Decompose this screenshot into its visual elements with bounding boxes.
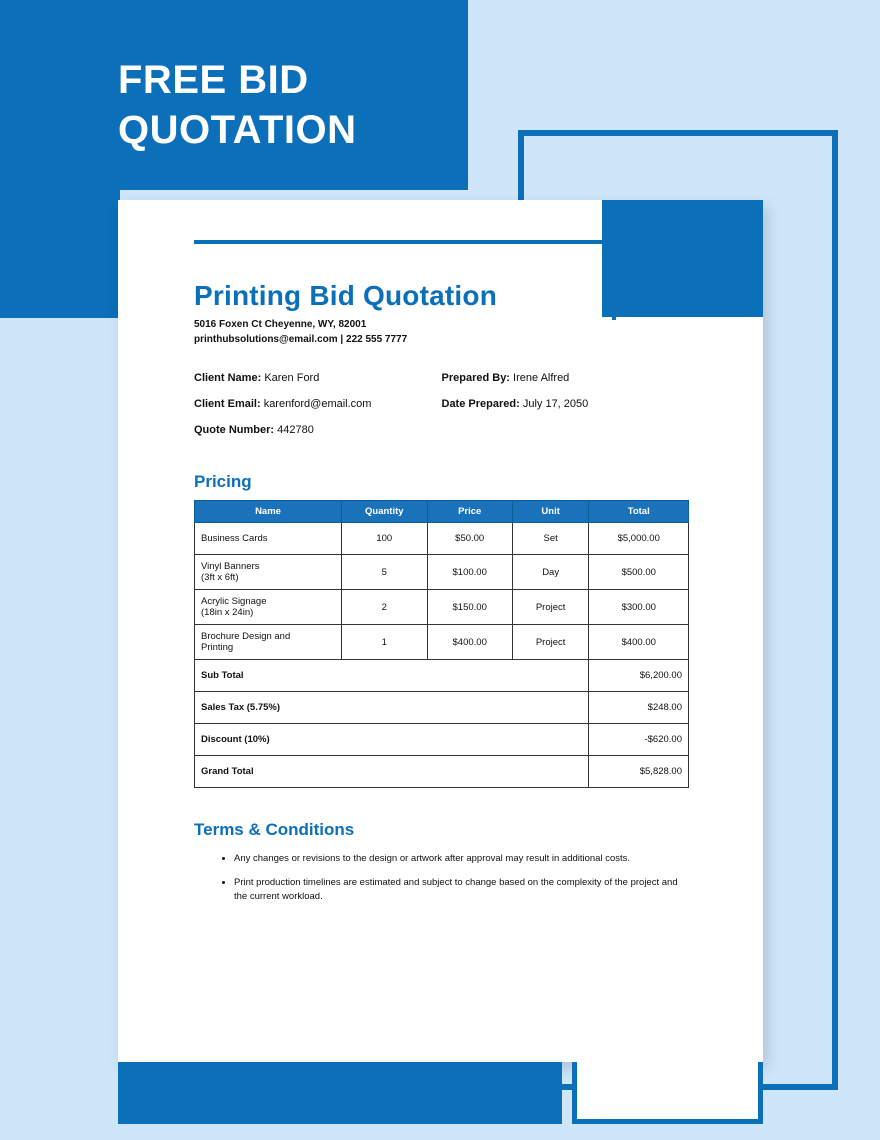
pricing-col-header: Total — [589, 501, 689, 523]
client-email-label: Client Email: — [194, 398, 261, 410]
meta-client-name — [194, 372, 442, 384]
table-cell: $100.00 — [427, 555, 512, 590]
company-address — [194, 318, 407, 347]
table-cell: Day — [512, 555, 589, 590]
quote-meta — [194, 372, 689, 450]
table-cell: 2 — [342, 590, 428, 625]
table-row — [195, 555, 689, 590]
client-name-value: Karen Ford — [264, 372, 320, 384]
client-email-value: karenford@email.com — [263, 398, 372, 410]
table-cell: 5 — [342, 555, 428, 590]
meta-client-email — [194, 398, 442, 410]
pricing-col-header: Quantity — [342, 501, 428, 523]
table-cell: $400.00 — [427, 625, 512, 660]
table-cell: $400.00 — [589, 625, 689, 660]
table-cell: Vinyl Banners (3ft x 6ft) — [195, 555, 342, 590]
pricing-table-head — [195, 501, 689, 523]
decorative-left-strip — [0, 190, 120, 318]
sheet-corner-accent — [602, 200, 763, 317]
summary-value: $248.00 — [589, 692, 689, 724]
table-cell: 100 — [342, 523, 428, 555]
pricing-table-body — [195, 523, 689, 788]
meta-spacer — [442, 424, 690, 436]
summary-value: -$620.00 — [589, 724, 689, 756]
pricing-header-row — [195, 501, 689, 523]
list-item: • Any changes or revisions to the design or artwork after approval may result in additional costs. — [234, 852, 693, 866]
meta-prepared-by — [442, 372, 690, 384]
terms-list — [218, 852, 693, 913]
table-cell: Project — [512, 625, 589, 660]
summary-row — [195, 724, 689, 756]
prepared-by-value: Irene Alfred — [513, 372, 570, 384]
table-cell: $500.00 — [589, 555, 689, 590]
meta-date-prepared — [442, 398, 690, 410]
table-cell: Business Cards — [195, 523, 342, 555]
table-cell: Acrylic Signage (18in x 24in) — [195, 590, 342, 625]
summary-label: Grand Total — [195, 756, 589, 788]
table-cell: 1 — [342, 625, 428, 660]
summary-row — [195, 660, 689, 692]
table-row — [195, 590, 689, 625]
table-row — [195, 523, 689, 555]
list-item: • Print production timelines are estimated and subject to change based on the complexity of the project and the current workload. — [234, 876, 693, 904]
page-title: Printing Bid Quotation — [194, 280, 498, 311]
quote-number-label: Quote Number: — [194, 424, 275, 436]
quote-number-value: 442780 — [277, 424, 314, 436]
table-cell: $150.00 — [427, 590, 512, 625]
table-cell: $5,000.00 — [589, 523, 689, 555]
hero-title-line1: FREE BID — [118, 58, 309, 102]
meta-row — [194, 372, 689, 384]
table-row — [195, 625, 689, 660]
hero-title-line2: QUOTATION — [118, 108, 357, 152]
meta-row — [194, 398, 689, 410]
table-cell: $300.00 — [589, 590, 689, 625]
meta-quote-number — [194, 424, 442, 436]
table-cell: $50.00 — [427, 523, 512, 555]
address-line-2: printhubsolutions@email.com | 222 555 7777 — [194, 333, 408, 345]
pricing-col-header: Unit — [512, 501, 589, 523]
summary-value: $6,200.00 — [589, 660, 689, 692]
address-line-1: 5016 Foxen Ct Cheyenne, WY, 82001 — [194, 319, 367, 330]
table-cell: Project — [512, 590, 589, 625]
pricing-table — [194, 500, 689, 788]
pricing-heading: Pricing — [194, 472, 252, 491]
meta-row — [194, 424, 689, 436]
summary-row — [195, 692, 689, 724]
sheet-footer-block — [118, 1062, 562, 1124]
prepared-by-label: Prepared By: — [441, 372, 510, 384]
summary-row — [195, 756, 689, 788]
hero-title — [118, 55, 357, 155]
summary-label: Discount (10%) — [195, 724, 589, 756]
sheet-footer-outline — [572, 1062, 763, 1124]
pricing-col-header: Price — [427, 501, 512, 523]
document-sheet — [118, 200, 763, 1062]
terms-heading: Terms & Conditions — [194, 820, 355, 839]
client-name-label: Client Name: — [194, 372, 262, 384]
table-cell: Brochure Design and Printing — [195, 625, 342, 660]
summary-label: Sub Total — [195, 660, 589, 692]
table-cell: Set — [512, 523, 589, 555]
summary-value: $5,828.00 — [589, 756, 689, 788]
date-prepared-label: Date Prepared: — [441, 398, 520, 410]
summary-label: Sales Tax (5.75%) — [195, 692, 589, 724]
pricing-col-header: Name — [195, 501, 342, 523]
date-prepared-value: July 17, 2050 — [522, 398, 589, 410]
